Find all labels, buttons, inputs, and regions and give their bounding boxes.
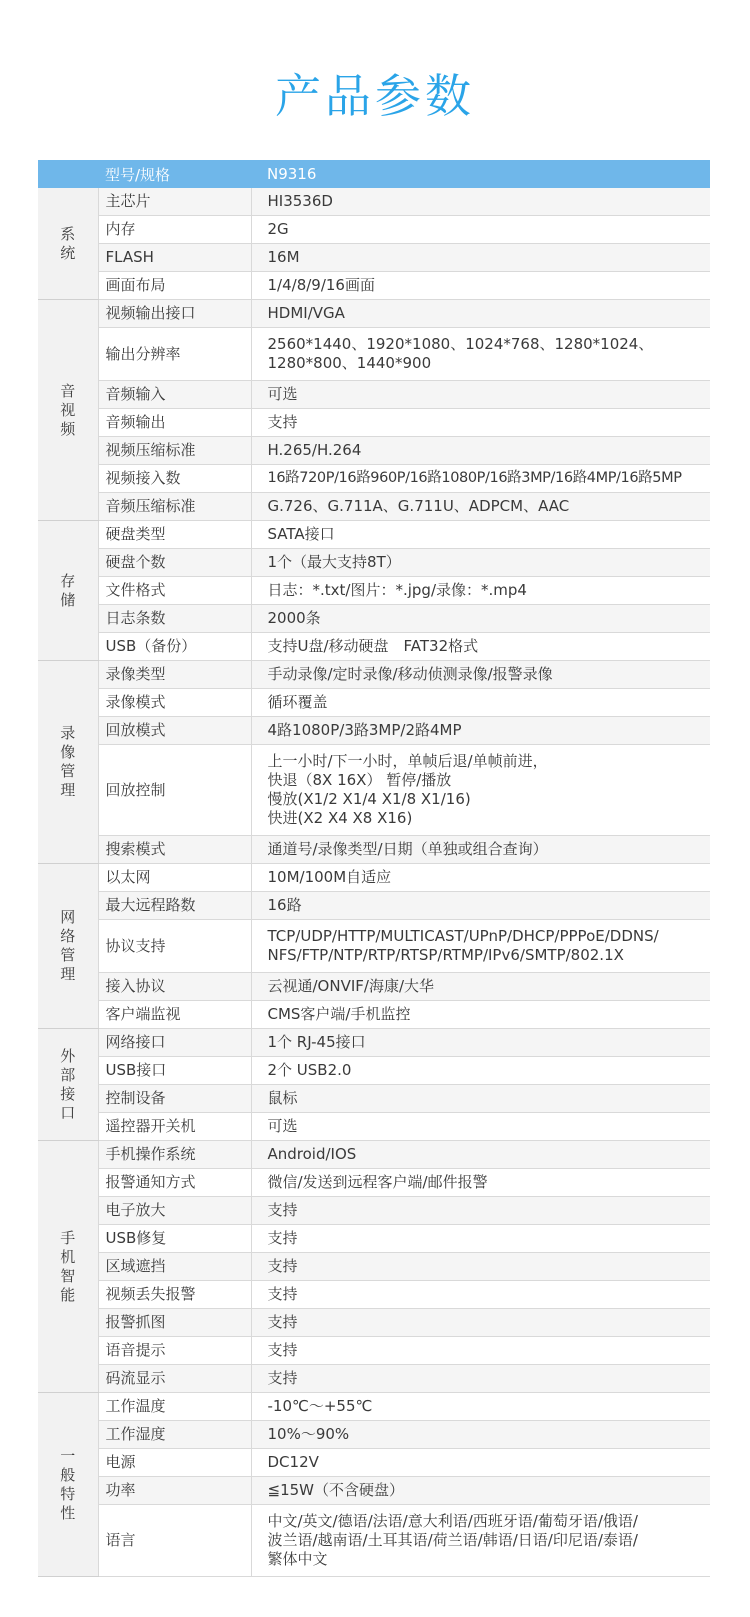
spec-row bbox=[38, 188, 710, 216]
spec-label: 工作温度 bbox=[98, 1393, 251, 1421]
spec-row bbox=[38, 381, 710, 409]
spec-label: 视频接入数 bbox=[98, 465, 251, 493]
spec-label: 网络接口 bbox=[98, 1029, 251, 1057]
spec-row bbox=[38, 549, 710, 577]
spec-row bbox=[38, 1505, 710, 1577]
spec-label: 客户端监视 bbox=[98, 1001, 251, 1029]
spec-label: 画面布局 bbox=[98, 272, 251, 300]
group-label bbox=[38, 1029, 98, 1141]
spec-row bbox=[38, 1253, 710, 1281]
spec-value: 云视通/ONVIF/海康/大华 bbox=[251, 973, 710, 1001]
group-label bbox=[38, 521, 98, 661]
spec-value: 10%～90% bbox=[251, 1421, 710, 1449]
spec-label: 区域遮挡 bbox=[98, 1253, 251, 1281]
spec-value: 支持 bbox=[251, 1337, 710, 1365]
spec-label: 工作湿度 bbox=[98, 1421, 251, 1449]
spec-value: 鼠标 bbox=[251, 1085, 710, 1113]
spec-row bbox=[38, 1057, 710, 1085]
spec-label: 硬盘类型 bbox=[98, 521, 251, 549]
spec-value: 2个 USB2.0 bbox=[251, 1057, 710, 1085]
spec-label: USB接口 bbox=[98, 1057, 251, 1085]
spec-row bbox=[38, 1169, 710, 1197]
spec-label: 手机操作系统 bbox=[98, 1141, 251, 1169]
spec-row bbox=[38, 973, 710, 1001]
spec-value: 16路 bbox=[251, 892, 710, 920]
spec-row bbox=[38, 244, 710, 272]
spec-value: 2000条 bbox=[251, 605, 710, 633]
spec-label: 视频输出接口 bbox=[98, 300, 251, 328]
spec-row bbox=[38, 1281, 710, 1309]
spec-label: 报警抓图 bbox=[98, 1309, 251, 1337]
group-label bbox=[38, 1141, 98, 1393]
spec-value: 循环覆盖 bbox=[251, 689, 710, 717]
spec-row bbox=[38, 1225, 710, 1253]
group-label bbox=[38, 1393, 98, 1577]
spec-row bbox=[38, 633, 710, 661]
spec-row bbox=[38, 1197, 710, 1225]
spec-label: 接入协议 bbox=[98, 973, 251, 1001]
spec-label: 视频丢失报警 bbox=[98, 1281, 251, 1309]
spec-value: TCP/UDP/HTTP/MULTICAST/UPnP/DHCP/PPPoE/DDNS/ NFS/FTP/NTP/RTP/RTSP/RTMP/IPv6/SMTP/802.1X bbox=[251, 920, 710, 973]
spec-value: -10℃～+55℃ bbox=[251, 1393, 710, 1421]
group-label bbox=[38, 864, 98, 1029]
spec-value: Android/IOS bbox=[251, 1141, 710, 1169]
spec-label: 日志条数 bbox=[98, 605, 251, 633]
spec-value: 支持 bbox=[251, 1281, 710, 1309]
spec-label: FLASH bbox=[98, 244, 251, 272]
spec-value: 支持 bbox=[251, 1197, 710, 1225]
spec-value: ≦15W（不含硬盘） bbox=[251, 1477, 710, 1505]
spec-row bbox=[38, 1421, 710, 1449]
spec-row bbox=[38, 1393, 710, 1421]
spec-row bbox=[38, 745, 710, 836]
page-title: 产品参数 bbox=[275, 69, 475, 123]
spec-value: 可选 bbox=[251, 381, 710, 409]
spec-value: 上一小时/下一小时，单帧后退/单帧前进， 快退（8X 16X） 暂停/播放 慢放(X1/2 X1/4 X1/8 X1/16) 快进(X2 X4 X8 X16) bbox=[251, 745, 710, 836]
spec-label: 音频压缩标准 bbox=[98, 493, 251, 521]
spec-label: 语言 bbox=[98, 1505, 251, 1577]
spec-value: 支持 bbox=[251, 1253, 710, 1281]
spec-value: 4路1080P/3路3MP/2路4MP bbox=[251, 717, 710, 745]
spec-value: HDMI/VGA bbox=[251, 300, 710, 328]
spec-row bbox=[38, 920, 710, 973]
spec-label: 音频输入 bbox=[98, 381, 251, 409]
group-label-text: 外部接口 bbox=[60, 1046, 76, 1122]
spec-label: 报警通知方式 bbox=[98, 1169, 251, 1197]
spec-label: 录像类型 bbox=[98, 661, 251, 689]
spec-label: 主芯片 bbox=[98, 188, 251, 216]
spec-label: 电源 bbox=[98, 1449, 251, 1477]
spec-label: 电子放大 bbox=[98, 1197, 251, 1225]
spec-value: 支持 bbox=[251, 409, 710, 437]
spec-row bbox=[38, 1029, 710, 1057]
spec-label: 硬盘个数 bbox=[98, 549, 251, 577]
spec-value: 支持U盘/移动硬盘 FAT32格式 bbox=[251, 633, 710, 661]
spec-value: SATA接口 bbox=[251, 521, 710, 549]
spec-label: 控制设备 bbox=[98, 1085, 251, 1113]
spec-value: HI3536D bbox=[251, 188, 710, 216]
header-value: N9316 bbox=[251, 160, 710, 188]
spec-value: CMS客户端/手机监控 bbox=[251, 1001, 710, 1029]
spec-value: 16路720P/16路960P/16路1080P/16路3MP/16路4MP/16路5MP bbox=[251, 465, 710, 493]
spec-row bbox=[38, 409, 710, 437]
spec-value: 中文/英文/德语/法语/意大利语/西班牙语/葡萄牙语/俄语/ 波兰语/越南语/土耳其语/荷兰语/韩语/日语/印尼语/泰语/ 繁体中文 bbox=[251, 1505, 710, 1577]
spec-row bbox=[38, 1113, 710, 1141]
spec-row bbox=[38, 465, 710, 493]
spec-row bbox=[38, 1309, 710, 1337]
spec-value: 1个 RJ-45接口 bbox=[251, 1029, 710, 1057]
spec-row bbox=[38, 689, 710, 717]
spec-value: 支持 bbox=[251, 1309, 710, 1337]
spec-label: 回放模式 bbox=[98, 717, 251, 745]
spec-label: 码流显示 bbox=[98, 1365, 251, 1393]
spec-row bbox=[38, 836, 710, 864]
spec-value: 10M/100M自适应 bbox=[251, 864, 710, 892]
spec-row bbox=[38, 1085, 710, 1113]
spec-row bbox=[38, 272, 710, 300]
spec-row bbox=[38, 300, 710, 328]
spec-row bbox=[38, 1141, 710, 1169]
spec-label: 文件格式 bbox=[98, 577, 251, 605]
spec-label: USB修复 bbox=[98, 1225, 251, 1253]
spec-value: 支持 bbox=[251, 1365, 710, 1393]
spec-label: 遥控器开关机 bbox=[98, 1113, 251, 1141]
spec-value: 手动录像/定时录像/移动侦测录像/报警录像 bbox=[251, 661, 710, 689]
spec-value: 日志：*.txt/图片：*.jpg/录像：*.mp4 bbox=[251, 577, 710, 605]
spec-value: 可选 bbox=[251, 1113, 710, 1141]
spec-label: 内存 bbox=[98, 216, 251, 244]
spec-label: 语音提示 bbox=[98, 1337, 251, 1365]
spec-row bbox=[38, 1365, 710, 1393]
spec-value: 支持 bbox=[251, 1225, 710, 1253]
spec-label: 回放控制 bbox=[98, 745, 251, 836]
spec-row bbox=[38, 1449, 710, 1477]
spec-row bbox=[38, 493, 710, 521]
spec-label: 功率 bbox=[98, 1477, 251, 1505]
spec-row bbox=[38, 216, 710, 244]
header-row bbox=[38, 160, 710, 188]
spec-row bbox=[38, 437, 710, 465]
group-label-text: 手机智能 bbox=[60, 1228, 76, 1304]
spec-label: 输出分辨率 bbox=[98, 328, 251, 381]
spec-value: DC12V bbox=[251, 1449, 710, 1477]
spec-label: 搜索模式 bbox=[98, 836, 251, 864]
spec-label: 以太网 bbox=[98, 864, 251, 892]
spec-table bbox=[38, 160, 710, 1577]
header-blank bbox=[38, 160, 98, 188]
spec-row bbox=[38, 1477, 710, 1505]
spec-body bbox=[38, 188, 710, 1577]
group-label bbox=[38, 300, 98, 521]
group-label bbox=[38, 661, 98, 864]
spec-row bbox=[38, 577, 710, 605]
spec-row bbox=[38, 864, 710, 892]
group-label bbox=[38, 188, 98, 300]
spec-row bbox=[38, 328, 710, 381]
spec-row bbox=[38, 661, 710, 689]
group-label-text: 系统 bbox=[60, 224, 76, 262]
group-label-text: 音视频 bbox=[60, 381, 76, 438]
spec-value: 2560*1440、1920*1080、1024*768、1280*1024、 1280*800、1440*900 bbox=[251, 328, 710, 381]
header-label: 型号/规格 bbox=[98, 160, 251, 188]
spec-label: 音频输出 bbox=[98, 409, 251, 437]
spec-value: 通道号/录像类型/日期（单独或组合查询） bbox=[251, 836, 710, 864]
spec-value: H.265/H.264 bbox=[251, 437, 710, 465]
spec-row bbox=[38, 1337, 710, 1365]
spec-label: 协议支持 bbox=[98, 920, 251, 973]
spec-value: G.726、G.711A、G.711U、ADPCM、AAC bbox=[251, 493, 710, 521]
spec-value: 16M bbox=[251, 244, 710, 272]
spec-value: 1个（最大支持8T） bbox=[251, 549, 710, 577]
group-label-text: 存储 bbox=[60, 571, 76, 609]
group-label-text: 录像管理 bbox=[60, 724, 76, 799]
group-label-text: 网络管理 bbox=[60, 908, 76, 983]
spec-label: 最大远程路数 bbox=[98, 892, 251, 920]
spec-label: 录像模式 bbox=[98, 689, 251, 717]
group-label-text: 一般特性 bbox=[60, 1446, 76, 1522]
spec-row bbox=[38, 717, 710, 745]
spec-value: 1/4/8/9/16画面 bbox=[251, 272, 710, 300]
spec-row bbox=[38, 521, 710, 549]
spec-row bbox=[38, 1001, 710, 1029]
spec-row bbox=[38, 605, 710, 633]
spec-label: USB（备份） bbox=[98, 633, 251, 661]
spec-row bbox=[38, 892, 710, 920]
spec-value: 微信/发送到远程客户端/邮件报警 bbox=[251, 1169, 710, 1197]
spec-label: 视频压缩标准 bbox=[98, 437, 251, 465]
spec-value: 2G bbox=[251, 216, 710, 244]
